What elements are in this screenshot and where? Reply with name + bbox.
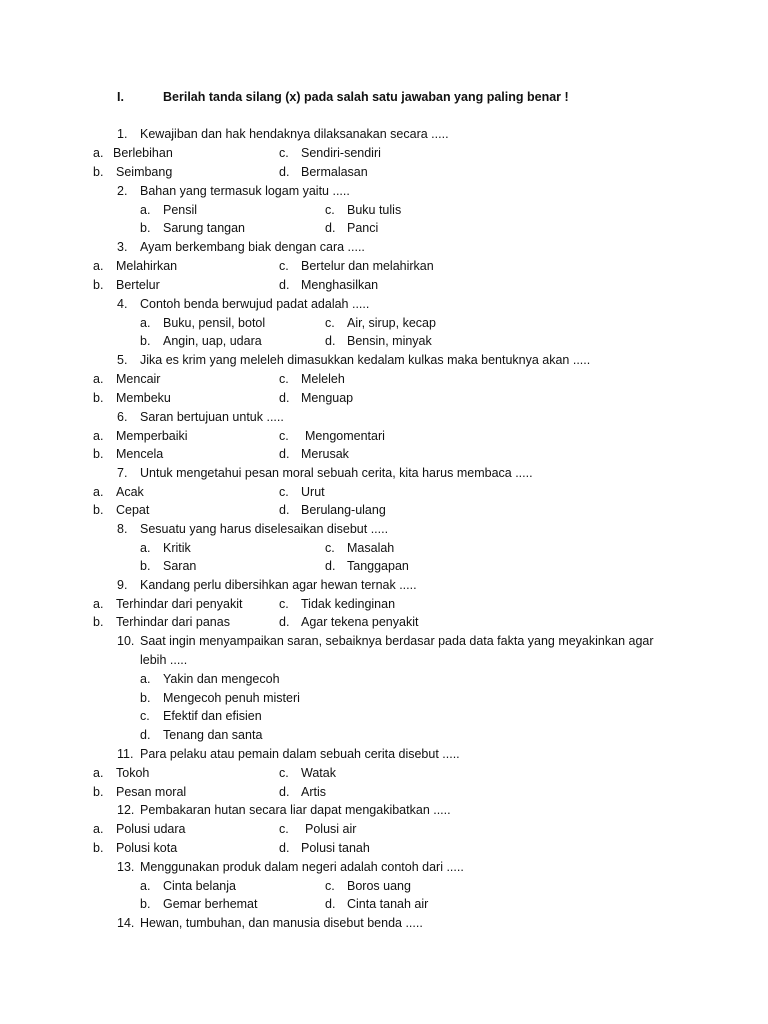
option-text: Terhindar dari panas — [116, 615, 230, 629]
option-text: Polusi tanah — [301, 841, 370, 855]
option-text: Urut — [301, 485, 325, 499]
option-letter: a. — [140, 203, 151, 217]
question-text: Jika es krim yang meleleh dimasukkan kedalam kulkas maka bentuknya akan ..... — [140, 353, 591, 367]
question-text: Contoh benda berwujud padat adalah ..... — [140, 297, 370, 311]
option-text: Pensil — [163, 203, 198, 217]
option-text: Mengecoh penuh misteri — [163, 691, 300, 705]
option-letter: b. — [140, 691, 151, 705]
option-text: Mengomentari — [305, 429, 385, 443]
option-text: Polusi kota — [116, 841, 178, 855]
option-text: Artis — [301, 785, 326, 799]
option-text: Cepat — [116, 503, 150, 517]
option-letter: d. — [279, 447, 290, 461]
option-text: Polusi air — [305, 822, 357, 836]
question-text: Menggunakan produk dalam negeri adalah contoh dari ..... — [140, 860, 464, 874]
option-letter: c. — [279, 259, 289, 273]
option-text: Sendiri-sendiri — [301, 146, 381, 160]
option-letter: d. — [279, 165, 290, 179]
option-text: Angin, uap, udara — [163, 334, 262, 348]
option-text: Tokoh — [116, 766, 150, 780]
option-letter: b. — [93, 841, 104, 855]
question-text: Sesuatu yang harus diselesaikan disebut ..... — [140, 522, 389, 536]
option-letter: d. — [325, 559, 336, 573]
option-text: Buku, pensil, botol — [163, 316, 266, 330]
option-text: Berlebihan — [113, 146, 173, 160]
option-text: Tidak kedinginan — [301, 597, 396, 611]
option-letter: b. — [93, 447, 104, 461]
option-letter: a. — [93, 372, 104, 386]
option-letter: d. — [279, 278, 290, 292]
option-text: Panci — [347, 221, 379, 235]
option-letter: a. — [93, 429, 104, 443]
option-letter: a. — [140, 541, 151, 555]
option-text: Meleleh — [301, 372, 345, 386]
question-number: 10. — [117, 634, 135, 648]
option-letter: a. — [140, 316, 151, 330]
question-number: 7. — [117, 466, 128, 480]
option-letter: d. — [325, 334, 336, 348]
option-text: Kritik — [163, 541, 191, 555]
option-text: Bertelur dan melahirkan — [301, 259, 434, 273]
option-letter: a. — [93, 766, 104, 780]
option-letter: c. — [279, 146, 289, 160]
option-text: Cinta tanah air — [347, 897, 429, 911]
option-letter: b. — [93, 391, 104, 405]
question-number: 8. — [117, 522, 128, 536]
option-text: Watak — [301, 766, 336, 780]
section-numeral: I. — [117, 90, 124, 104]
option-text: Mencela — [116, 447, 164, 461]
question-text: Para pelaku atau pemain dalam sebuah cerita disebut ..... — [140, 747, 460, 761]
option-text: Bensin, minyak — [347, 334, 432, 348]
question-text-continued: lebih ..... — [140, 653, 188, 667]
option-letter: c. — [279, 372, 289, 386]
option-letter: a. — [140, 672, 151, 686]
option-letter: b. — [93, 278, 104, 292]
question-text: Hewan, tumbuhan, dan manusia disebut benda ..... — [140, 916, 423, 930]
option-letter: c. — [279, 597, 289, 611]
question-number: 9. — [117, 578, 128, 592]
option-text: Saran — [163, 559, 197, 573]
option-text: Cinta belanja — [163, 879, 236, 893]
option-letter: a. — [93, 822, 104, 836]
option-letter: c. — [279, 485, 289, 499]
question-number: 6. — [117, 410, 128, 424]
option-letter: d. — [279, 503, 290, 517]
option-text: Menguap — [301, 391, 354, 405]
option-letter: b. — [93, 785, 104, 799]
option-letter: c. — [325, 203, 335, 217]
option-text: Masalah — [347, 541, 395, 555]
option-text: Efektif dan efisien — [163, 709, 262, 723]
option-text: Tenang dan santa — [163, 728, 263, 742]
option-text: Menghasilkan — [301, 278, 379, 292]
option-text: Mencair — [116, 372, 161, 386]
option-letter: c. — [140, 709, 150, 723]
option-text: Seimbang — [116, 165, 173, 179]
option-letter: d. — [325, 221, 336, 235]
option-text: Air, sirup, kecap — [347, 316, 436, 330]
option-letter: a. — [140, 879, 151, 893]
option-letter: c. — [279, 429, 289, 443]
option-letter: d. — [279, 841, 290, 855]
option-text: Berulang-ulang — [301, 503, 386, 517]
question-text: Saat ingin menyampaikan saran, sebaiknya berdasar pada data fakta yang meyakinkan agar — [140, 634, 654, 648]
question-text: Bahan yang termasuk logam yaitu ..... — [140, 184, 350, 198]
question-text: Kewajiban dan hak hendaknya dilaksanakan secara ..... — [140, 127, 449, 141]
option-letter: d. — [325, 897, 336, 911]
option-letter: d. — [279, 785, 290, 799]
option-text: Agar tekena penyakit — [301, 615, 419, 629]
option-text: Pesan moral — [116, 785, 187, 799]
option-letter: c. — [279, 822, 289, 836]
question-number: 13. — [117, 860, 135, 874]
option-text: Terhindar dari penyakit — [116, 597, 243, 611]
question-number: 11. — [117, 747, 134, 761]
option-letter: c. — [325, 316, 335, 330]
question-number: 12. — [117, 803, 135, 817]
question-text: Untuk mengetahui pesan moral sebuah cerita, kita harus membaca ..... — [140, 466, 533, 480]
option-text: Bertelur — [116, 278, 160, 292]
option-text: Acak — [116, 485, 144, 499]
option-letter: b. — [140, 897, 151, 911]
option-letter: b. — [93, 165, 104, 179]
option-letter: b. — [140, 221, 151, 235]
option-letter: b. — [93, 503, 104, 517]
option-text: Memperbaiki — [116, 429, 188, 443]
option-text: Boros uang — [347, 879, 411, 893]
question-number: 2. — [117, 184, 128, 198]
option-text: Yakin dan mengecoh — [163, 672, 280, 686]
instruction-text: Berilah tanda silang (x) pada salah satu jawaban yang paling benar ! — [163, 90, 569, 104]
option-letter: c. — [325, 541, 335, 555]
option-text: Tanggapan — [347, 559, 409, 573]
option-letter: b. — [93, 615, 104, 629]
option-letter: a. — [93, 485, 104, 499]
question-number: 14. — [117, 916, 135, 930]
option-letter: a. — [93, 259, 104, 273]
option-text: Membeku — [116, 391, 171, 405]
option-text: Polusi udara — [116, 822, 186, 836]
question-number: 3. — [117, 240, 128, 254]
question-number: 4. — [117, 297, 128, 311]
option-text: Sarung tangan — [163, 221, 246, 235]
question-text: Ayam berkembang biak dengan cara ..... — [140, 240, 365, 254]
option-letter: b. — [140, 559, 151, 573]
option-text: Gemar berhemat — [163, 897, 258, 911]
question-text: Kandang perlu dibersihkan agar hewan ternak ..... — [140, 578, 417, 592]
option-letter: a. — [93, 597, 104, 611]
question-text: Saran bertujuan untuk ..... — [140, 410, 284, 424]
option-letter: c. — [279, 766, 289, 780]
option-text: Melahirkan — [116, 259, 178, 273]
option-letter: a. — [93, 146, 104, 160]
option-letter: c. — [325, 879, 335, 893]
option-letter: b. — [140, 334, 151, 348]
option-text: Bermalasan — [301, 165, 368, 179]
question-number: 5. — [117, 353, 128, 367]
option-text: Merusak — [301, 447, 349, 461]
option-text: Buku tulis — [347, 203, 402, 217]
question-number: 1. — [117, 127, 128, 141]
option-letter: d. — [279, 391, 290, 405]
option-letter: d. — [140, 728, 151, 742]
option-letter: d. — [279, 615, 290, 629]
question-text: Pembakaran hutan secara liar dapat mengakibatkan ..... — [140, 803, 451, 817]
